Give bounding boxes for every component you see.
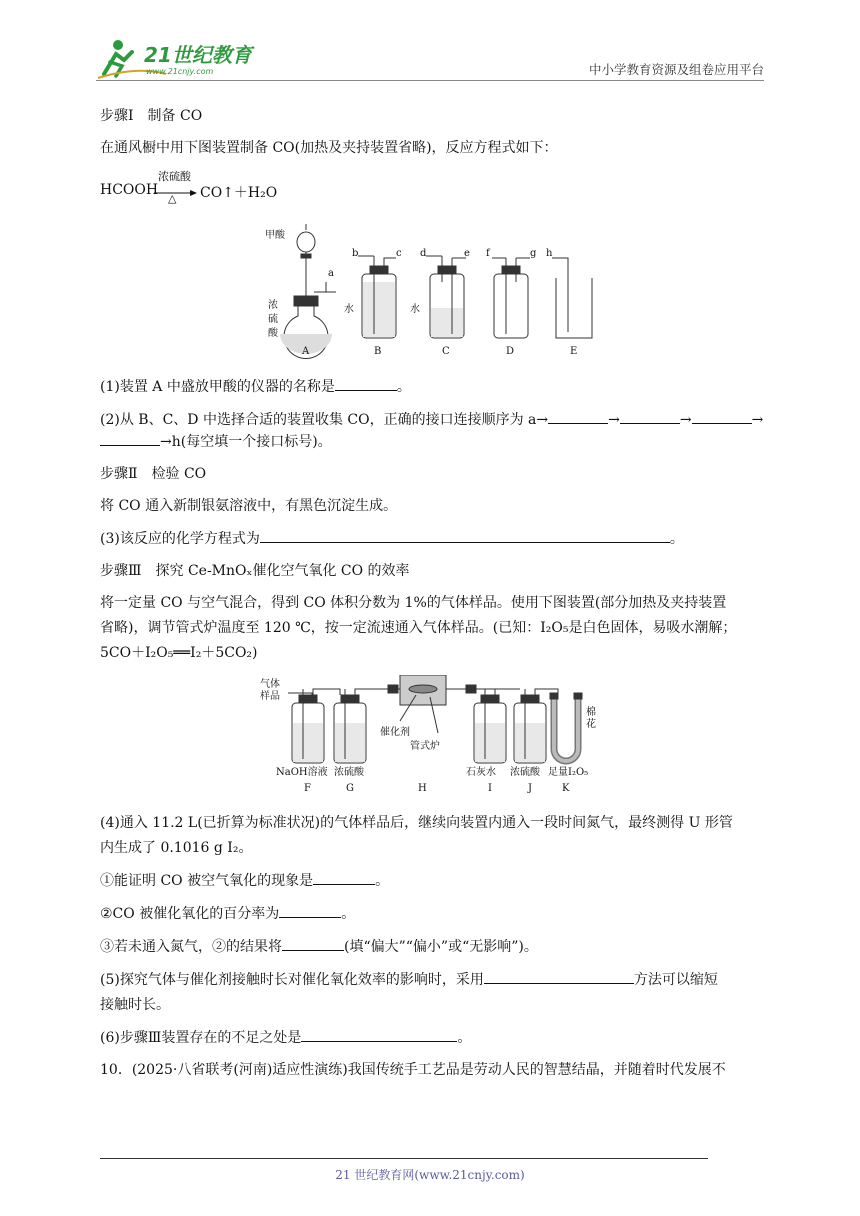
- port-f: f: [486, 248, 490, 259]
- answer-blank[interactable]: [484, 969, 634, 984]
- answer-blank[interactable]: [620, 409, 680, 424]
- label-catalyst: 催化剂: [380, 727, 410, 738]
- bottle-f: [292, 689, 340, 763]
- svg-text:21世纪教育: 21世纪教育: [144, 43, 252, 67]
- answer-blank[interactable]: [301, 1027, 457, 1042]
- port-g: g: [530, 248, 537, 259]
- svg-text:www.21cnjy.com: www.21cnjy.com: [146, 67, 214, 76]
- answer-blank[interactable]: [260, 528, 670, 543]
- label-conc-1: 浓: [268, 300, 278, 311]
- label-D: D: [506, 346, 515, 357]
- step3-title: 步骤Ⅲ 探究 Ce-MnOₓ催化空气氧化 CO 的效率: [100, 563, 410, 579]
- question-6: (6)步骤Ⅲ装置存在的不足之处是 。: [100, 1027, 764, 1049]
- bottle-i: [474, 689, 520, 763]
- question-5: (5)探究气体与催化剂接触时长对催化氧化效率的影响时，采用 方法可以缩短: [100, 969, 764, 991]
- bottle-g: [334, 689, 390, 763]
- page-header: [96, 36, 764, 82]
- label-G: G: [346, 783, 354, 794]
- step3-text-3: 5CO＋I₂O₅══I₂＋5CO₂): [100, 645, 258, 661]
- platform-name: 中小学教育资源及组卷应用平台: [588, 62, 764, 77]
- label-gas-1: 气体: [260, 679, 280, 690]
- label-A: A: [302, 346, 310, 357]
- question-3: (3)该反应的化学方程式为 。: [100, 528, 764, 550]
- port-d: d: [420, 248, 427, 259]
- label-formic-acid: 甲酸: [265, 230, 285, 241]
- answer-blank[interactable]: [335, 376, 397, 391]
- label-B: B: [374, 346, 382, 357]
- label-F: F: [304, 783, 311, 794]
- answer-blank[interactable]: [548, 409, 608, 424]
- apparatus-e: [552, 258, 592, 338]
- question-1: (1)装置 A 中盛放甲酸的仪器的名称是 。: [100, 376, 764, 398]
- label-K: K: [562, 783, 570, 794]
- question-4-sub-2: ②CO 被催化氧化的百分率为 。: [100, 903, 764, 925]
- question-4-text-1: (4)通入 11.2 L(已折算为标准状况)的气体样品后，继续向装置内通入一段时间氮气，最终测得 U 形管: [100, 815, 733, 831]
- page-footer: 21 世纪教育网(www.21cnjy.com): [335, 1168, 525, 1182]
- label-cotton-1: 棉: [586, 707, 596, 718]
- port-h: h: [546, 248, 553, 259]
- apparatus-c: [426, 256, 466, 338]
- label-H: H: [418, 783, 427, 794]
- label-J: J: [528, 783, 533, 794]
- answer-blank[interactable]: [313, 870, 375, 885]
- label-E: E: [570, 346, 578, 357]
- label-naoh: NaOH溶液: [276, 767, 328, 778]
- label-tube-furnace: 管式炉: [410, 741, 440, 752]
- label-conc-3: 酸: [268, 328, 278, 339]
- header-divider: [96, 80, 764, 81]
- eq-condition-bottom: △: [168, 192, 177, 205]
- answer-blank[interactable]: [100, 431, 160, 446]
- reaction-equation: [100, 170, 764, 206]
- apparatus-b: [358, 256, 396, 338]
- label-cotton-2: 花: [586, 719, 596, 730]
- question-4-sub-1: ①能证明 CO 被空气氧化的现象是 。: [100, 870, 764, 892]
- question-4-sub-3: ③若未通入氮气，②的结果将 (填“偏大”“偏小”或“无影响”)。: [100, 936, 764, 958]
- question-10: 10．(2025·八省联考(河南)适应性演练)我国传统手工艺品是劳动人民的智慧结晶，并随着时代发展不: [100, 1062, 726, 1078]
- step1-title: 步骤Ⅰ 制备 CO: [100, 108, 203, 124]
- label-conc-acid-j: 浓硫酸: [510, 767, 540, 778]
- step2-text: 将 CO 通入新制银氨溶液中，有黑色沉淀生成。: [100, 498, 398, 514]
- step3-text-1: 将一定量 CO 与空气混合，得到 CO 体积分数为 1%的气体样品。使用下图装置(部分加热及夹持装置: [100, 595, 727, 611]
- eq-products: CO↑＋H₂O: [200, 185, 278, 201]
- question-content: [100, 106, 764, 1092]
- answer-blank[interactable]: [279, 903, 341, 918]
- step2-title: 步骤Ⅱ 检验 CO: [100, 466, 207, 482]
- label-water-b: 水: [344, 304, 354, 315]
- port-a: a: [328, 268, 334, 279]
- port-c: c: [396, 248, 402, 259]
- site-logo: [96, 36, 266, 80]
- eq-reactant: HCOOH: [100, 182, 159, 198]
- port-b: b: [352, 248, 359, 259]
- label-water-c: 水: [410, 304, 420, 315]
- step1-intro: 在通风橱中用下图装置制备 CO(加热及夹持装置省略)，反应方程式如下：: [100, 140, 558, 156]
- step3-text-2: 省略)，调节管式炉温度至 120 ℃，按一定流速通入气体样品。(已知：I₂O₅是白色固体，易吸水潮解；: [100, 620, 737, 636]
- apparatus-a: [280, 224, 336, 358]
- label-gas-2: 样品: [260, 691, 280, 702]
- answer-blank[interactable]: [282, 936, 344, 951]
- co-oxidation-apparatus: [100, 675, 764, 799]
- u-tube-k: [550, 693, 582, 761]
- question-2: (2)从 B、C、D 中选择合适的装置收集 CO，正确的接口连接顺序为 a→ → → →→h(每空填一个接口标号)。: [100, 409, 764, 453]
- port-e: e: [464, 248, 470, 259]
- answer-blank[interactable]: [692, 409, 752, 424]
- label-limewater: 石灰水: [466, 767, 496, 778]
- label-C: C: [442, 346, 450, 357]
- footer-divider: [100, 1158, 708, 1159]
- label-i2o5: 足量I₂O₅: [548, 767, 589, 778]
- apparatus-d: [492, 258, 530, 338]
- question-4-text-2: 内生成了 0.1016 g I₂。: [100, 840, 253, 856]
- label-conc-2: 硫: [268, 314, 278, 325]
- label-I: I: [488, 783, 492, 794]
- question-5-line-2: 接触时长。: [100, 997, 170, 1013]
- eq-condition-top: 浓硫酸: [158, 170, 191, 183]
- label-conc-acid-g: 浓硫酸: [334, 767, 364, 778]
- co-preparation-apparatus: [100, 216, 764, 366]
